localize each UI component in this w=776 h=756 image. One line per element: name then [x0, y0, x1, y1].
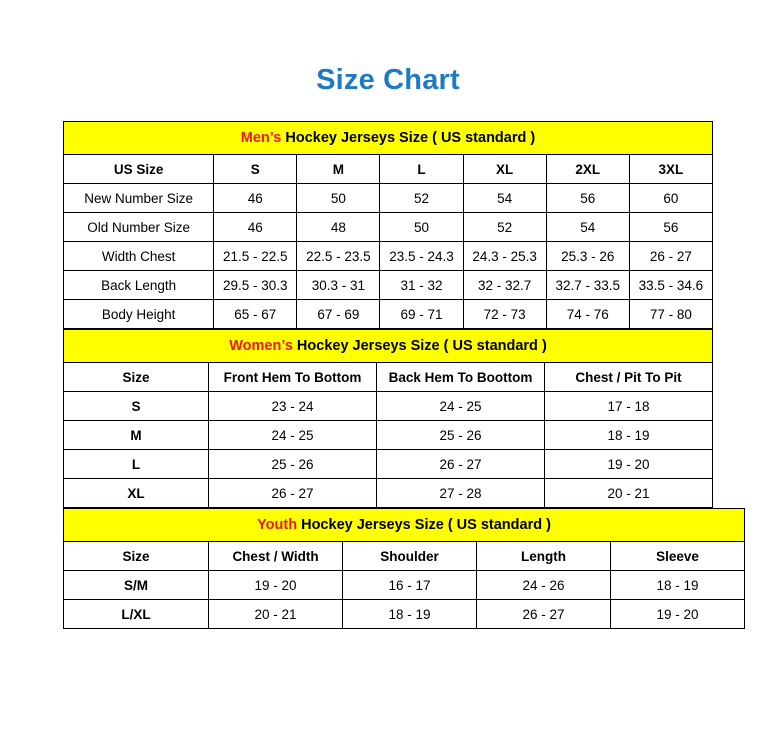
cell: 25 - 26: [209, 450, 377, 479]
cell: 24 - 25: [377, 392, 545, 421]
cell: 23.5 - 24.3: [380, 242, 463, 271]
cell: 33.5 - 34.6: [629, 271, 712, 300]
youth-banner-rest: Hockey Jerseys Size ( US standard ): [297, 517, 551, 533]
cell: 21.5 - 22.5: [214, 242, 297, 271]
cell: 56: [629, 213, 712, 242]
womens-header-cell: Chest / Pit To Pit: [545, 363, 713, 392]
mens-banner-accent: Men’s: [240, 130, 282, 146]
table-row: [64, 571, 745, 600]
row-label: S/M: [64, 571, 209, 600]
mens-header-cell: 3XL: [629, 155, 712, 184]
cell: 24.3 - 25.3: [463, 242, 546, 271]
cell: 18 - 19: [545, 421, 713, 450]
cell: 54: [463, 184, 546, 213]
row-label: Old Number Size: [64, 213, 214, 242]
cell: 17 - 18: [545, 392, 713, 421]
table-row: [64, 600, 745, 629]
cell: 24 - 25: [209, 421, 377, 450]
cell: 46: [214, 184, 297, 213]
table-row: [64, 450, 713, 479]
cell: 54: [546, 213, 629, 242]
row-label: M: [64, 421, 209, 450]
cell: 65 - 67: [214, 300, 297, 329]
row-label: Width Chest: [64, 242, 214, 271]
cell: 52: [463, 213, 546, 242]
cell: 19 - 20: [209, 571, 343, 600]
cell: 67 - 69: [297, 300, 380, 329]
table-row: [64, 271, 713, 300]
cell: 50: [297, 184, 380, 213]
cell: 69 - 71: [380, 300, 463, 329]
row-label: XL: [64, 479, 209, 508]
youth-header-cell: Size: [64, 542, 209, 571]
cell: 30.3 - 31: [297, 271, 380, 300]
mens-header-cell: S: [214, 155, 297, 184]
cell: 26 - 27: [377, 450, 545, 479]
cell: 32.7 - 33.5: [546, 271, 629, 300]
youth-banner-row: [64, 509, 745, 542]
mens-header-cell: M: [297, 155, 380, 184]
womens-size-table: [63, 329, 713, 508]
womens-banner-accent: Women’s: [229, 338, 293, 354]
row-label: L/XL: [64, 600, 209, 629]
cell: 31 - 32: [380, 271, 463, 300]
mens-header-cell: 2XL: [546, 155, 629, 184]
womens-banner-rest: Hockey Jerseys Size ( US standard ): [292, 338, 547, 354]
cell: 25.3 - 26: [546, 242, 629, 271]
mens-banner-cell: [64, 122, 713, 155]
row-label: S: [64, 392, 209, 421]
cell: 27 - 28: [377, 479, 545, 508]
cell: 18 - 19: [343, 600, 477, 629]
womens-header-cell: Back Hem To Boottom: [377, 363, 545, 392]
row-label: Back Length: [64, 271, 214, 300]
cell: 72 - 73: [463, 300, 546, 329]
cell: 24 - 26: [477, 571, 611, 600]
mens-header-cell: L: [380, 155, 463, 184]
cell: 16 - 17: [343, 571, 477, 600]
table-row: [64, 184, 713, 213]
cell: 26 - 27: [629, 242, 712, 271]
youth-header-cell: Sleeve: [611, 542, 745, 571]
cell: 77 - 80: [629, 300, 712, 329]
size-chart-page: [0, 64, 776, 756]
youth-header-cell: Shoulder: [343, 542, 477, 571]
cell: 18 - 19: [611, 571, 745, 600]
cell: 50: [380, 213, 463, 242]
youth-header-cell: Length: [477, 542, 611, 571]
womens-banner-cell: [64, 330, 713, 363]
table-row: [64, 392, 713, 421]
cell: 25 - 26: [377, 421, 545, 450]
mens-size-table: [63, 121, 713, 329]
page-title: Size Chart: [316, 64, 460, 96]
table-row: [64, 421, 713, 450]
womens-banner-row: [64, 330, 713, 363]
mens-header-cell: US Size: [64, 155, 214, 184]
row-label: New Number Size: [64, 184, 214, 213]
youth-size-table: [63, 508, 745, 629]
cell: 26 - 27: [477, 600, 611, 629]
cell: 32 - 32.7: [463, 271, 546, 300]
youth-header-row: [64, 542, 745, 571]
cell: 46: [214, 213, 297, 242]
row-label: Body Height: [64, 300, 214, 329]
mens-banner-row: [64, 122, 713, 155]
womens-header-cell: Size: [64, 363, 209, 392]
mens-banner-rest: Hockey Jerseys Size ( US standard ): [281, 130, 536, 146]
row-label: L: [64, 450, 209, 479]
mens-header-cell: XL: [463, 155, 546, 184]
youth-header-cell: Chest / Width: [209, 542, 343, 571]
size-tables: [63, 121, 713, 629]
mens-header-row: [64, 155, 713, 184]
cell: 22.5 - 23.5: [297, 242, 380, 271]
cell: 23 - 24: [209, 392, 377, 421]
cell: 48: [297, 213, 380, 242]
cell: 20 - 21: [545, 479, 713, 508]
youth-banner-accent: Youth: [257, 517, 298, 533]
table-row: [64, 479, 713, 508]
cell: 26 - 27: [209, 479, 377, 508]
cell: 74 - 76: [546, 300, 629, 329]
table-row: [64, 242, 713, 271]
youth-banner-cell: [64, 509, 745, 542]
cell: 60: [629, 184, 712, 213]
womens-header-row: [64, 363, 713, 392]
cell: 29.5 - 30.3: [214, 271, 297, 300]
cell: 19 - 20: [611, 600, 745, 629]
cell: 52: [380, 184, 463, 213]
cell: 20 - 21: [209, 600, 343, 629]
table-row: [64, 213, 713, 242]
womens-header-cell: Front Hem To Bottom: [209, 363, 377, 392]
cell: 56: [546, 184, 629, 213]
cell: 19 - 20: [545, 450, 713, 479]
table-row: [64, 300, 713, 329]
